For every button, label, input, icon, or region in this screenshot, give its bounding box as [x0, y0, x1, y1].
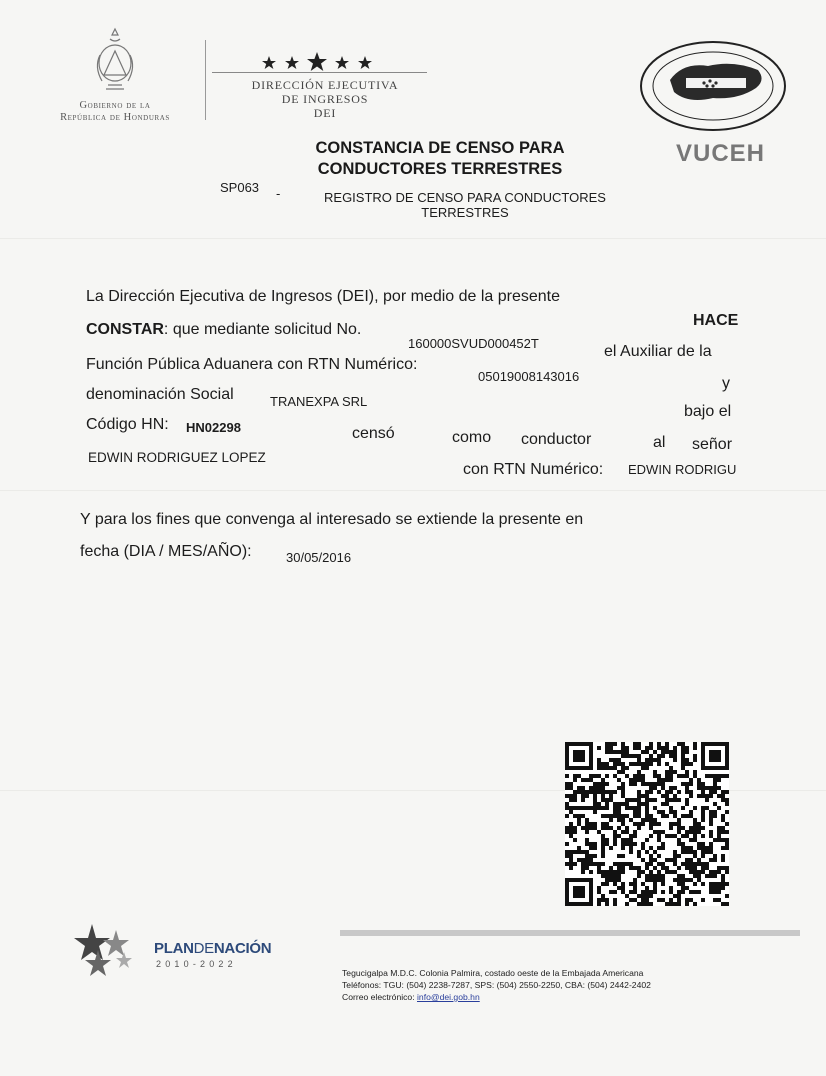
de-word: DE — [193, 940, 214, 957]
conductor-rtn: EDWIN RODRIGU — [628, 462, 737, 477]
nacion-word: NACIÓN — [213, 940, 272, 957]
header-divider — [205, 40, 206, 120]
phones-line: Teléfonos: TGU: (504) 2238-7287, SPS: (504) 2550-2250, CBA: (504) 2442-2402 — [342, 980, 651, 990]
dei-line-3: DEI — [313, 106, 337, 120]
plan-word: PLAN — [154, 940, 194, 957]
footer-address — [342, 967, 651, 1003]
document-subtitle — [305, 190, 625, 220]
plan-years: 2010-2022 — [156, 959, 237, 969]
body-bajo-el: bajo el — [684, 403, 732, 420]
dei-line-1: DIRECCIÓN EJECUTIVA — [251, 78, 399, 92]
subtitle-line-1: REGISTRO DE CENSO PARA CONDUCTORES — [324, 190, 606, 205]
plan-de-nacion-text — [154, 940, 271, 957]
form-code: SP063 — [220, 180, 260, 195]
email-link[interactable]: info@dei.gob.hn — [417, 992, 480, 1002]
solicitud-number: 160000SVUD000452T — [408, 336, 539, 351]
form-code-dash: - — [276, 186, 281, 201]
closing-line-2: fecha (DIA / MES/AÑO): — [80, 543, 252, 560]
body-line-6: con RTN Numérico: — [463, 461, 604, 478]
email-label: Correo electrónico: — [342, 992, 415, 1002]
dei-rule — [212, 72, 427, 73]
dei-line-2: DE INGRESOS — [281, 92, 369, 106]
qr-code-icon — [565, 742, 729, 906]
honduras-coat-of-arms-icon — [90, 25, 140, 93]
hace-word: HACE — [693, 312, 739, 329]
stars-icon — [255, 50, 375, 72]
word-senor: señor — [692, 436, 733, 453]
word-como: como — [452, 429, 492, 446]
plan-de-nacion-logo-icon — [68, 920, 140, 980]
body-line-1: La Dirección Ejecutiva de Ingresos (DEI), por medio de la presente — [86, 288, 561, 305]
document-title — [250, 138, 630, 180]
government-label — [40, 100, 190, 124]
title-line-2: CONDUCTORES TERRESTRES — [317, 160, 563, 178]
word-conductor: conductor — [521, 431, 592, 448]
vuceh-seal-icon — [638, 40, 788, 132]
closing-line-1: Y para los fines que convenga al interesado se extiende la presente en — [80, 511, 584, 528]
body-line-2 — [86, 320, 361, 340]
word-al: al — [653, 434, 666, 451]
body-line-2-end: el Auxiliar de la — [604, 343, 712, 360]
razon-social: TRANEXPA SRL — [270, 394, 368, 409]
conductor-name: EDWIN RODRIGUEZ LOPEZ — [88, 450, 266, 465]
dei-label — [225, 78, 425, 120]
gov-line-1: Gobierno de la — [79, 100, 151, 111]
word-censo: censó — [352, 425, 395, 442]
email-line — [342, 991, 651, 1003]
address-line: Tegucigalpa M.D.C. Colonia Palmira, costado oeste de la Embajada Americana — [342, 968, 644, 978]
body-line-2-text: : que mediante solicitud No. — [163, 321, 362, 338]
body-line-4: denominación Social — [86, 386, 234, 403]
body-line-5: Código HN: — [86, 416, 169, 433]
vuceh-logo-text: VUCEH — [676, 140, 766, 167]
codigo-hn: HN02298 — [186, 420, 241, 435]
issue-date: 30/05/2016 — [286, 550, 352, 565]
rtn-number: 05019008143016 — [478, 369, 580, 384]
gov-line-2: República de Honduras — [60, 112, 170, 123]
subtitle-line-2: TERRESTRES — [421, 205, 509, 220]
title-line-1: CONSTANCIA DE CENSO PARA — [315, 139, 565, 157]
constar-word: CONSTAR — [86, 321, 164, 338]
body-y: y — [722, 375, 730, 392]
body-line-3: Función Pública Aduanera con RTN Numérico: — [86, 356, 418, 373]
footer-divider — [340, 930, 800, 936]
